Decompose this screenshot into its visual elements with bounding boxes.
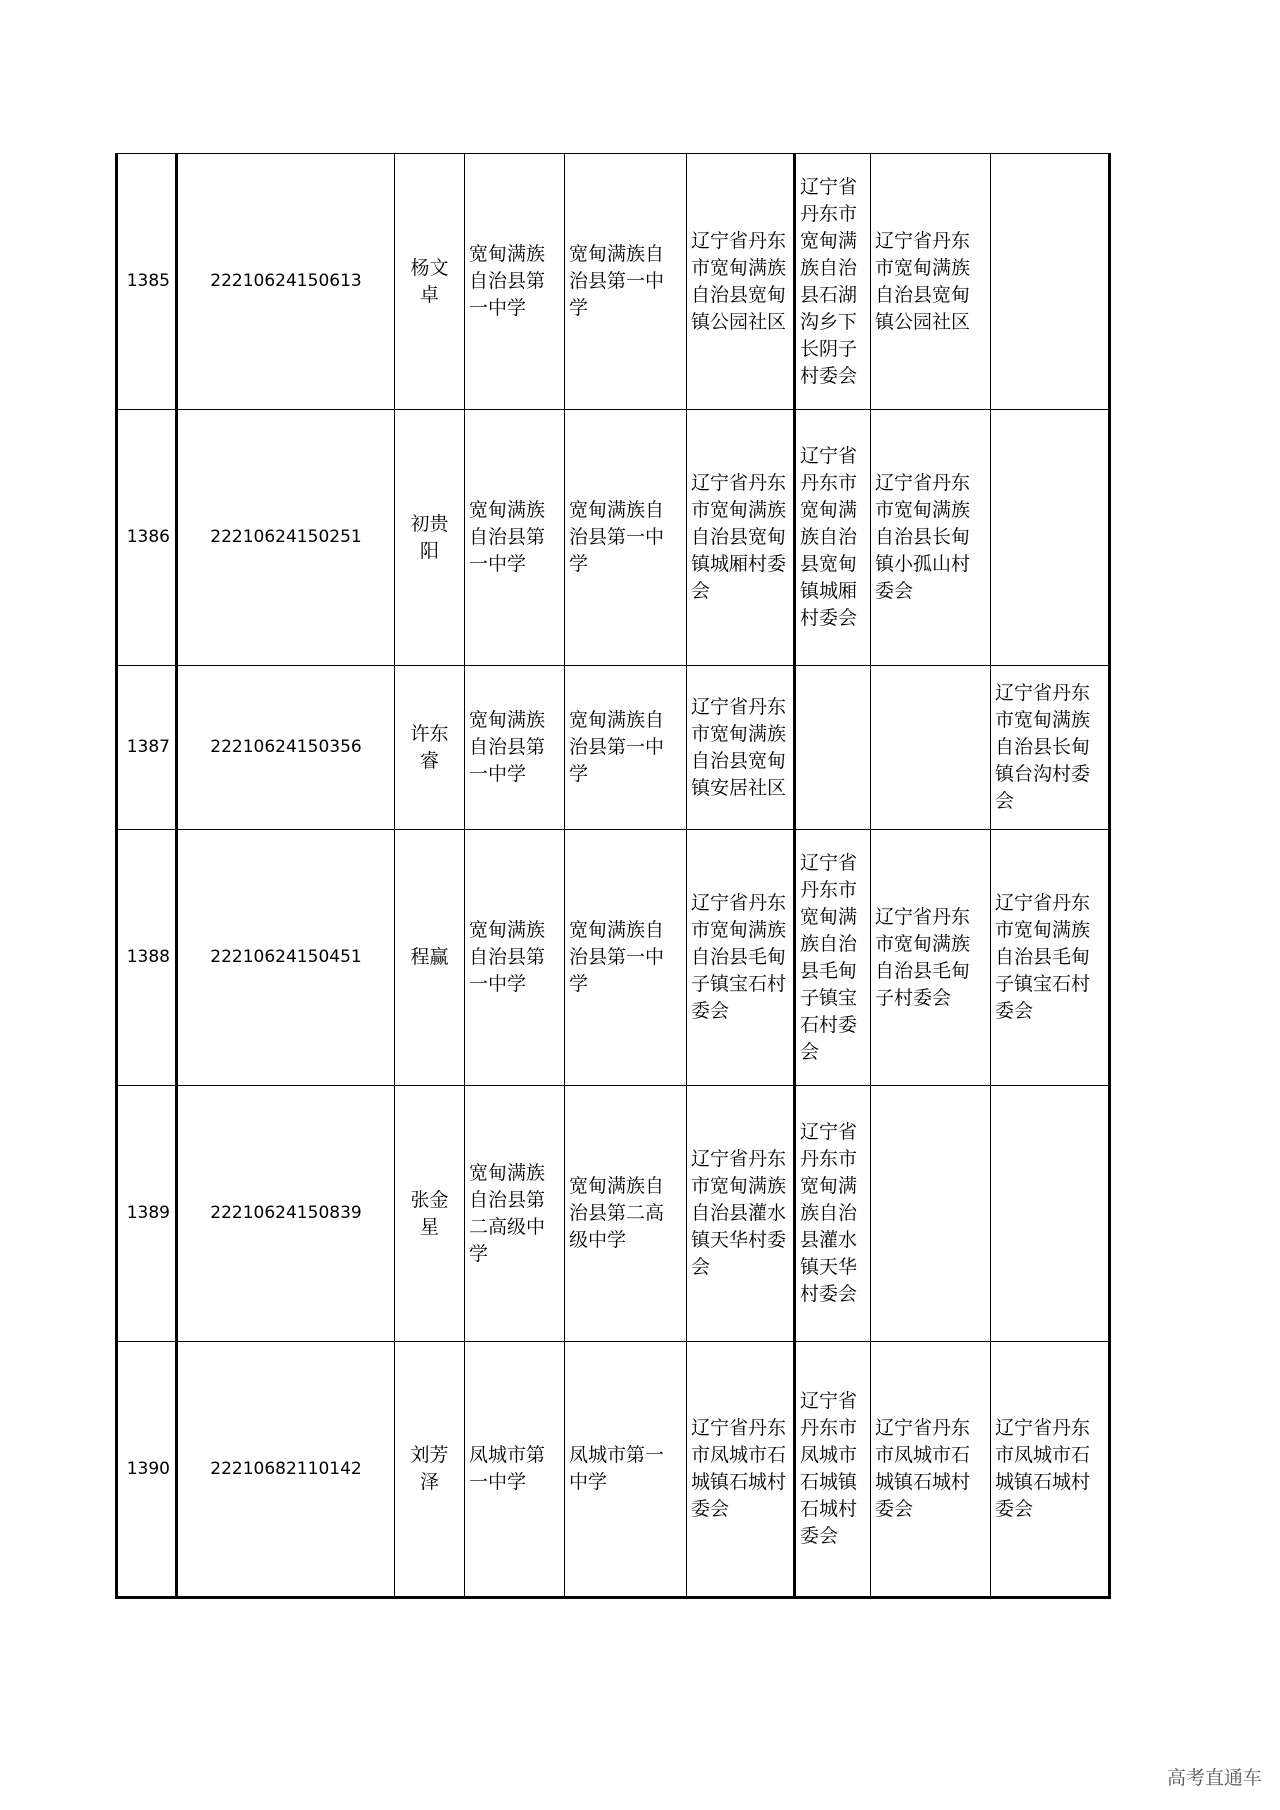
watermark-text: 高考直通车 bbox=[1166, 1767, 1262, 1789]
cell-address-2 bbox=[795, 666, 871, 830]
cell-school: 宽甸满族自治县第一中学 bbox=[465, 410, 565, 666]
cell-exam-id: 22210624150613 bbox=[177, 154, 395, 410]
student-records-table bbox=[115, 153, 1111, 1599]
cell-address-1: 辽宁省丹东市宽甸满族自治县灌水镇天华村委会 bbox=[687, 1086, 795, 1342]
cell-address-4 bbox=[991, 410, 1110, 666]
cell-address-2: 辽宁省丹东市凤城市石城镇石城村委会 bbox=[795, 1342, 871, 1598]
table-row bbox=[117, 666, 1110, 830]
cell-school: 凤城市第一中学 bbox=[465, 1342, 565, 1598]
cell-serial-number: 1385 bbox=[117, 154, 177, 410]
records-body bbox=[117, 154, 1110, 1598]
cell-address-4: 辽宁省丹东市凤城市石城镇石城村委会 bbox=[991, 1342, 1110, 1598]
cell-serial-number: 1387 bbox=[117, 666, 177, 830]
cell-school-full: 宽甸满族自治县第一中学 bbox=[565, 666, 687, 830]
cell-exam-id: 22210624150356 bbox=[177, 666, 395, 830]
cell-address-3: 辽宁省丹东市宽甸满族自治县毛甸子村委会 bbox=[871, 830, 991, 1086]
cell-address-4: 辽宁省丹东市宽甸满族自治县毛甸子镇宝石村委会 bbox=[991, 830, 1110, 1086]
cell-exam-id: 22210682110142 bbox=[177, 1342, 395, 1598]
cell-address-1: 辽宁省丹东市凤城市石城镇石城村委会 bbox=[687, 1342, 795, 1598]
cell-address-2: 辽宁省丹东市宽甸满族自治县灌水镇天华村委会 bbox=[795, 1086, 871, 1342]
cell-exam-id: 22210624150839 bbox=[177, 1086, 395, 1342]
cell-exam-id: 22210624150251 bbox=[177, 410, 395, 666]
cell-serial-number: 1386 bbox=[117, 410, 177, 666]
cell-address-3: 辽宁省丹东市宽甸满族自治县宽甸镇公园社区 bbox=[871, 154, 991, 410]
table-row bbox=[117, 830, 1110, 1086]
cell-address-1: 辽宁省丹东市宽甸满族自治县毛甸子镇宝石村委会 bbox=[687, 830, 795, 1086]
cell-school-full: 宽甸满族自治县第一中学 bbox=[565, 410, 687, 666]
cell-address-1: 辽宁省丹东市宽甸满族自治县宽甸镇城厢村委会 bbox=[687, 410, 795, 666]
cell-address-3 bbox=[871, 1086, 991, 1342]
cell-address-1: 辽宁省丹东市宽甸满族自治县宽甸镇安居社区 bbox=[687, 666, 795, 830]
cell-address-4 bbox=[991, 1086, 1110, 1342]
cell-student-name: 杨文卓 bbox=[395, 154, 465, 410]
table-row bbox=[117, 1342, 1110, 1598]
cell-school: 宽甸满族自治县第一中学 bbox=[465, 666, 565, 830]
cell-address-4: 辽宁省丹东市宽甸满族自治县长甸镇台沟村委会 bbox=[991, 666, 1110, 830]
cell-serial-number: 1390 bbox=[117, 1342, 177, 1598]
table-row bbox=[117, 1086, 1110, 1342]
cell-student-name: 张金星 bbox=[395, 1086, 465, 1342]
cell-serial-number: 1389 bbox=[117, 1086, 177, 1342]
cell-address-2: 辽宁省丹东市宽甸满族自治县石湖沟乡下长阴子村委会 bbox=[795, 154, 871, 410]
cell-address-2: 辽宁省丹东市宽甸满族自治县毛甸子镇宝石村委会 bbox=[795, 830, 871, 1086]
cell-school-full: 凤城市第一中学 bbox=[565, 1342, 687, 1598]
cell-school: 宽甸满族自治县第一中学 bbox=[465, 154, 565, 410]
table-row bbox=[117, 154, 1110, 410]
cell-address-3: 辽宁省丹东市凤城市石城镇石城村委会 bbox=[871, 1342, 991, 1598]
cell-school-full: 宽甸满族自治县第一中学 bbox=[565, 154, 687, 410]
cell-school: 宽甸满族自治县第一中学 bbox=[465, 830, 565, 1086]
cell-address-2: 辽宁省丹东市宽甸满族自治县宽甸镇城厢村委会 bbox=[795, 410, 871, 666]
cell-school-full: 宽甸满族自治县第二高级中学 bbox=[565, 1086, 687, 1342]
cell-address-4 bbox=[991, 154, 1110, 410]
cell-student-name: 程赢 bbox=[395, 830, 465, 1086]
cell-school: 宽甸满族自治县第二高级中学 bbox=[465, 1086, 565, 1342]
cell-student-name: 初贵阳 bbox=[395, 410, 465, 666]
cell-address-3: 辽宁省丹东市宽甸满族自治县长甸镇小孤山村委会 bbox=[871, 410, 991, 666]
cell-serial-number: 1388 bbox=[117, 830, 177, 1086]
table-row bbox=[117, 410, 1110, 666]
cell-address-3 bbox=[871, 666, 991, 830]
cell-school-full: 宽甸满族自治县第一中学 bbox=[565, 830, 687, 1086]
cell-student-name: 刘芳泽 bbox=[395, 1342, 465, 1598]
cell-address-1: 辽宁省丹东市宽甸满族自治县宽甸镇公园社区 bbox=[687, 154, 795, 410]
cell-exam-id: 22210624150451 bbox=[177, 830, 395, 1086]
cell-student-name: 许东睿 bbox=[395, 666, 465, 830]
